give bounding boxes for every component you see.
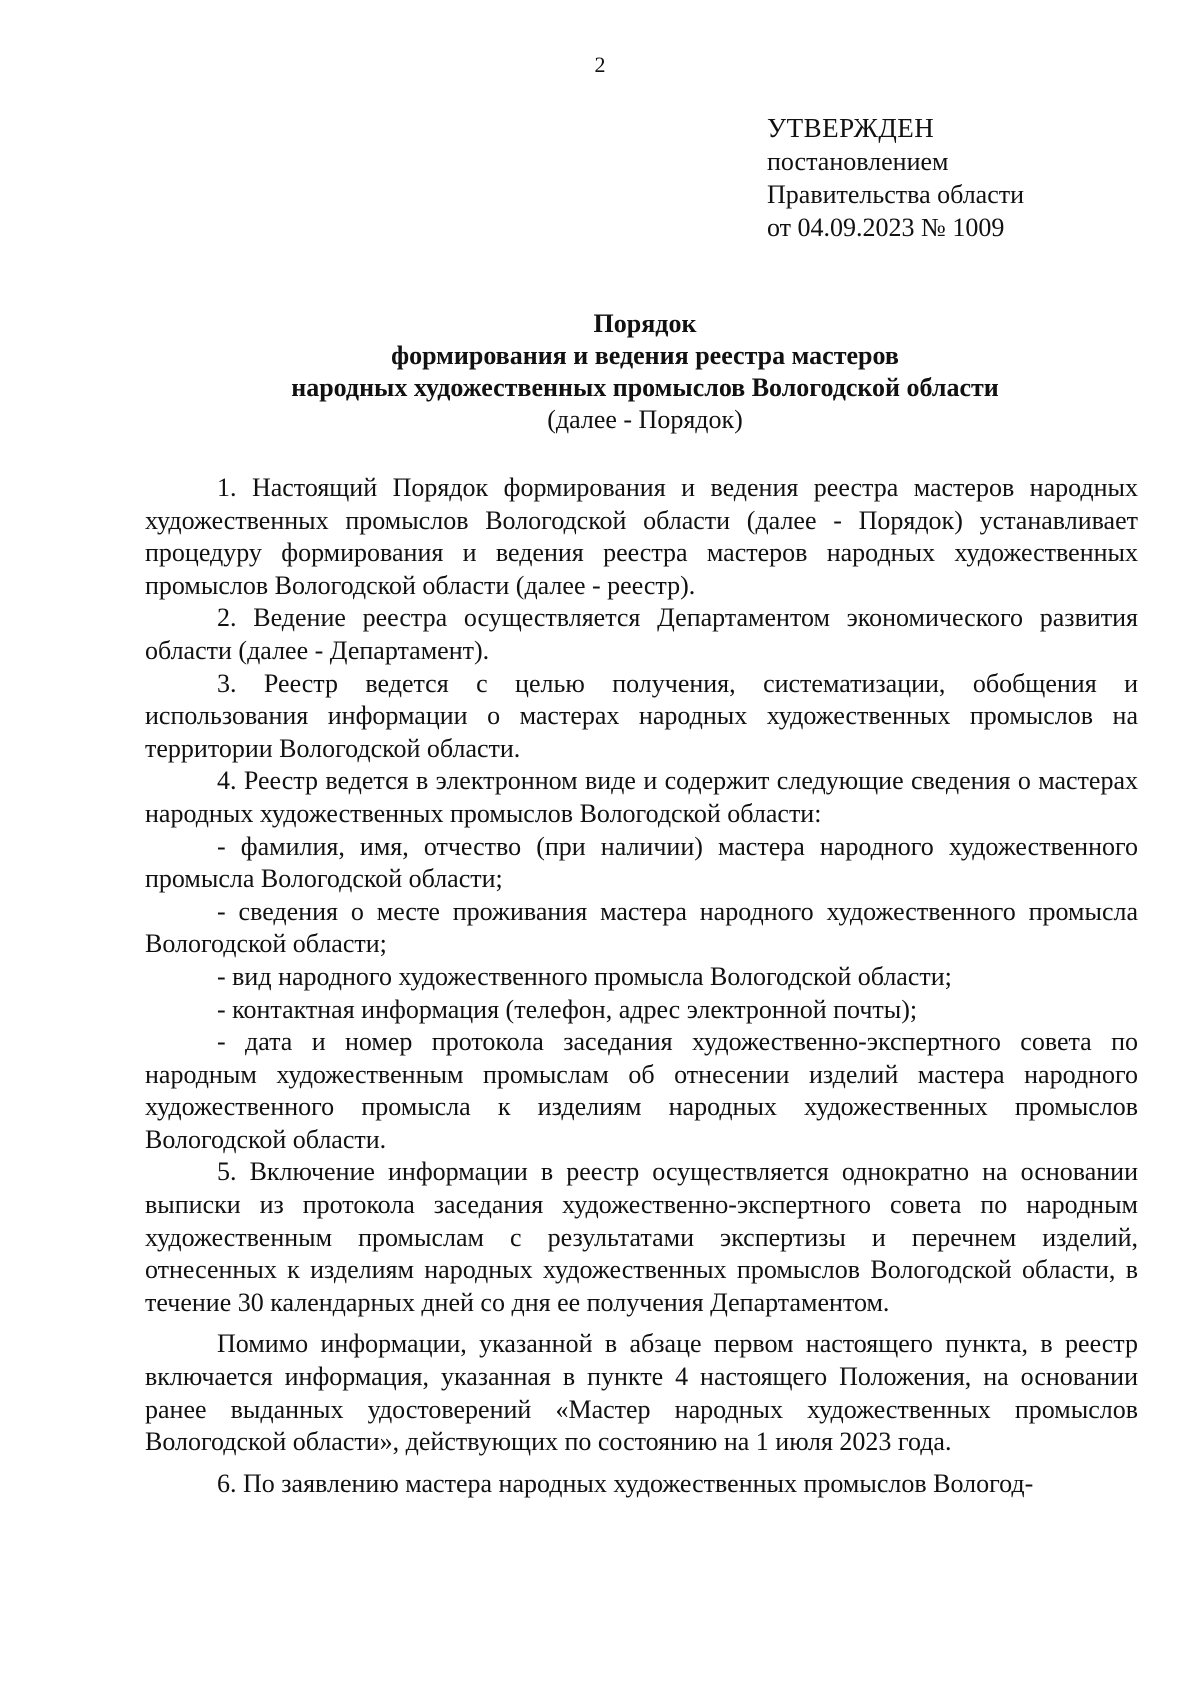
title-line: Порядок <box>593 309 697 338</box>
list-item: - фамилия, имя, отчество (при наличии) мастера народного художественного промысла Вологодской области; <box>145 831 1138 894</box>
page-number: 2 <box>594 52 606 77</box>
list-item: - контактная информация (телефон, адрес электронной почты); <box>217 994 918 1024</box>
list-item: - сведения о месте проживания мастера народного художественного промысла Вологодской области; <box>145 896 1138 959</box>
approval-heading: УТВЕРЖДЕН <box>767 113 935 143</box>
paragraph-5: 5. Включение информации в реестр осуществляется однократно на основании выписки из протокола заседания художественно-экспертного совета по народным художественным промыслам с результатами экспертизы и перечнем изделий, отнесенных к изделиям народных художественных промыслов Вологодской области, в течение 30 календарных дней со дня ее получения Департаментом. <box>145 1157 1138 1317</box>
approval-line: Правительства области <box>767 180 1025 209</box>
list-item: - дата и номер протокола заседания художественно-экспертного совета по народным художественным промыслам об отнесении изделий мастера народного художественного промысла к изделиям народных художественных промыслов Вологодской области. <box>145 1027 1138 1154</box>
title-abbreviation: (далее - Порядок) <box>547 405 743 434</box>
document-body <box>145 472 1138 1500</box>
paragraph-4: 4. Реестр ведется в электронном виде и содержит следующие сведения о мастерах народных художественных промыслов Вологодской области: <box>145 766 1138 828</box>
paragraph-5-continuation: Помимо информации, указанной в абзаце первом настоящего пункта, в реестр включается информация, указанная в пункте 4 настоящего Положения, на основании ранее выданных удостоверений «Мастер народных художественных промыслов Вологодской области», действующих по состоянию на 1 июля 2023 года. <box>145 1329 1138 1457</box>
paragraph-3: 3. Реестр ведется с целью получения, систематизации, обобщения и использования информации о мастерах народных художественных промыслов на территории Вологодской области. <box>145 668 1138 763</box>
approval-stamp <box>767 112 1024 244</box>
approval-line: постановлением <box>767 147 949 176</box>
paragraph-6: 6. По заявлению мастера народных художественных промыслов Вологод- <box>217 1468 1034 1498</box>
list-item: - вид народного художественного промысла Вологодской области; <box>217 961 952 991</box>
paragraph-1: 1. Настоящий Порядок формирования и ведения реестра мастеров народных художественных промыслов Вологодской области (далее - Порядок) устанавливает процедуру формирования и ведения реестра мастеров народных художественных промыслов Вологодской области (далее - реестр). <box>145 473 1138 600</box>
paragraph-2: 2. Ведение реестра осуществляется Департаментом экономического развития области (далее - Департамент). <box>145 603 1138 665</box>
approval-date-number: от 04.09.2023 № 1009 <box>767 213 1005 242</box>
document-title <box>0 308 1200 436</box>
title-line: народных художественных промыслов Вологодской области <box>291 373 999 402</box>
title-line: формирования и ведения реестра мастеров <box>391 341 899 370</box>
